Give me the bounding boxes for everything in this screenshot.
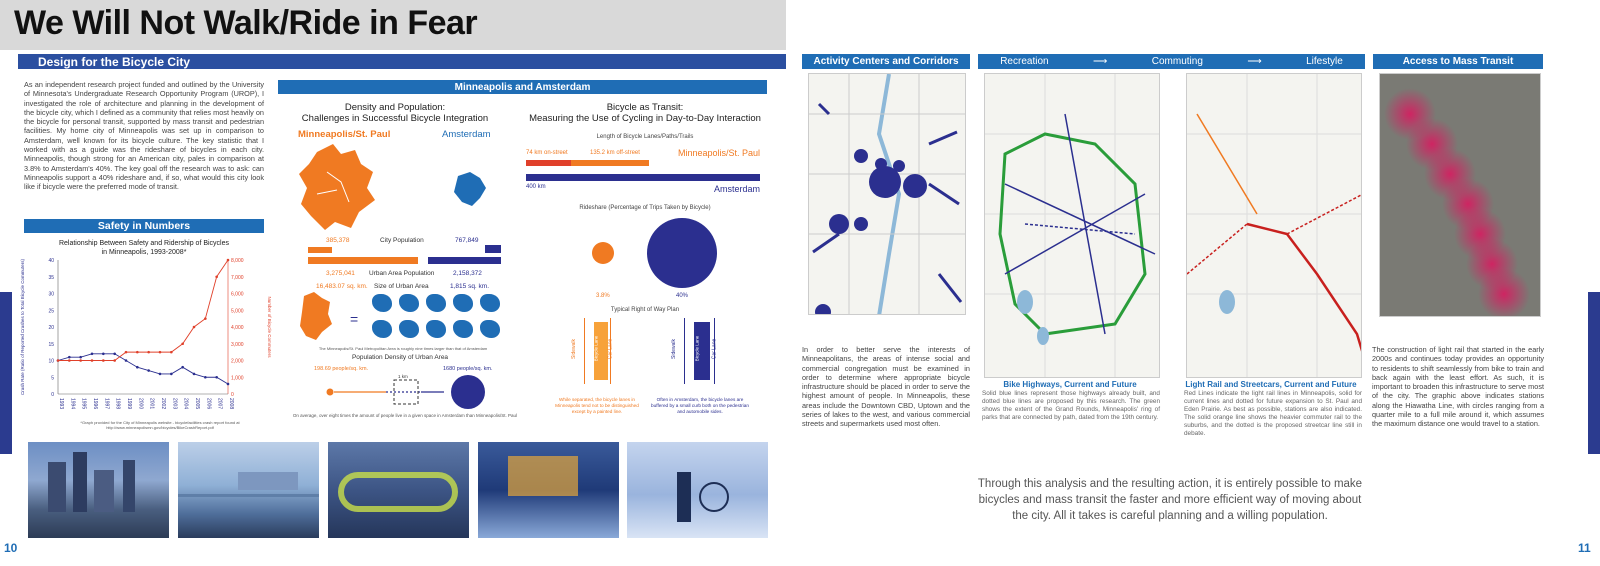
x-tick: 1999 [126, 398, 132, 410]
msp-city-pop-bar [308, 247, 332, 253]
x-tick: 1995 [80, 398, 87, 410]
intro-text: As an independent research project funded and outlined by the University of Minnesota's Undergraduate Research Opportunity Program (UROP), I investigated the role of architecture and planning in the development of the bicycle city, which I defined as a community that relies most heavily on the bicycle for personal transit, supported by mass transit and pedestrian facilities. My home city of Minneapolis was set up in comparison to Amsterdam, well known for its bicycle culture. The key statistic that I worked with as a guide was the rideshare of bicycles in each city. Minneapolis, though strong for an American city, pales in comparison at 3.8% to Amsterdam's 40%. The key goal off the research was to ask: can Minneapolis support a 40% rideshare and, if so, what would this city look like if bicycle were the preferred mode of transit. [24, 80, 264, 192]
photo-skyline [28, 442, 169, 538]
ams-urban-pop: 2,158,372 [453, 270, 482, 277]
msp-label: Minneapolis/St. Paul [298, 129, 391, 140]
access-heading: Access to Mass Transit [1373, 54, 1543, 69]
data-point [113, 353, 116, 356]
safety-chart-title-1: Relationship Between Safety and Ridership of Bicycles [58, 240, 230, 247]
safety-chart [18, 256, 274, 418]
transit-title [520, 102, 770, 124]
x-tick: 2008 [228, 398, 234, 410]
ams-shape [480, 294, 500, 312]
ams-pd: 1680 people/sq. km. [443, 366, 493, 372]
page-number-right: 11 [1578, 541, 1591, 555]
data-point [170, 351, 173, 354]
y-tick-right: 4,000 [231, 325, 244, 331]
ams-car-lane: Car Lane [711, 338, 718, 360]
city-pop-label: City Population [380, 237, 424, 244]
y-tick-right: 5,000 [231, 308, 244, 315]
transit-map-graphic [1380, 74, 1541, 317]
msp-pd: 198.69 people/sq. km. [314, 366, 369, 372]
data-point [193, 373, 196, 376]
data-point [204, 317, 207, 320]
msp-row-note: While separated, the bicycle lanes in Minneapolis tend not to be distinguished except by a painted line. [555, 397, 639, 414]
ams-bicycle-lane: Bicycle Lane [694, 335, 700, 362]
section-bar: Design for the Bicycle City [18, 54, 786, 69]
row-title: Typical Right of Way Plan [610, 307, 680, 313]
x-tick: 2000 [137, 398, 144, 410]
data-point [125, 351, 128, 354]
y-axis-left-label: Crash Rate (Ratio of Reported Crashes to Total Bicycle Commuters) [20, 259, 25, 395]
data-point [102, 353, 105, 356]
ams-share: 40% [676, 293, 689, 299]
data-point [136, 351, 139, 354]
pd-label: Population Density of Urban Area [351, 354, 449, 361]
rail-title: Light Rail and Streetcars, Current and Future [1185, 380, 1357, 389]
y-tick-right: 3,000 [231, 341, 244, 348]
density-diagram [296, 372, 496, 412]
x-tick: 1998 [114, 398, 121, 410]
photo-bikeshare [328, 442, 469, 538]
bike-title: Bike Highways, Current and Future [1003, 380, 1137, 389]
data-point [215, 376, 218, 379]
lifestyle-label: Lifestyle [1306, 56, 1343, 67]
x-tick: 2002 [160, 398, 166, 410]
data-point [147, 369, 150, 372]
transit-title-1: Bicycle as Transit: [606, 102, 684, 113]
data-point [159, 351, 162, 354]
page-title: We Will Not Walk/Ride in Fear [14, 4, 478, 42]
ams-city-pop-bar [485, 245, 501, 253]
density-title [285, 102, 505, 124]
data-point [79, 359, 82, 362]
urban-pop-label: Urban Area Population [369, 270, 435, 277]
y-tick-right: 0 [231, 392, 234, 398]
data-point [102, 359, 105, 362]
ams-size: 1,815 sq. km. [450, 283, 490, 290]
x-tick: 1993 [58, 398, 64, 410]
rail-text: Red Lines indicate the light rail lines in Minneapolis, solid for current lines and dotted for future expansion to St. Paul and Eden Prairie. As best as possible, stations are also indicated. The solid orange line shows the heavier commuter rail to the suburbs, and the dotted is the proposed streetcar line still in debate. [1184, 390, 1362, 437]
transit-title-2: Measuring the Use of Cycling in Day-to-Day Interaction [529, 113, 761, 124]
ams-shape [480, 320, 500, 338]
ams-label-2: Amsterdam [714, 184, 761, 194]
arrow-icon: ⟶ [1247, 56, 1262, 67]
y-tick-left: 20 [48, 325, 54, 331]
photo-cyclists [627, 442, 768, 538]
y-tick-left: 5 [51, 375, 54, 382]
data-point [181, 342, 184, 345]
bike-map-graphic [985, 74, 1160, 378]
data-point [159, 373, 162, 376]
x-tick: 2005 [194, 398, 200, 410]
data-point [57, 359, 60, 362]
ams-urban-pop-bar [428, 257, 501, 264]
safety-note: *Graph provided for the City of Minneapolis website - bicyclefacilities crash report found at http://www.minneapolismn.gov/bicycles/BikeCrashReport.pdf [80, 420, 240, 430]
y-tick-right: 6,000 [231, 291, 244, 298]
ams-share-circle [647, 218, 717, 288]
rail-map-graphic [1187, 74, 1362, 378]
data-point [227, 259, 230, 262]
photo-bridge [178, 442, 319, 538]
lanes-title: Length of Bicycle Lanes/Paths/Trails [596, 134, 694, 140]
ams-shape [453, 320, 473, 338]
x-tick: 1997 [103, 398, 110, 410]
ams-shape [399, 294, 419, 312]
y-axis-right-label: Number of Bicycle Commuters [267, 296, 272, 358]
safety-chart-title-2: in Minneapolis, 1993-2008* [101, 249, 187, 256]
x-tick: 2001 [148, 398, 155, 410]
ams-sidewalk: Sidewalk [671, 338, 678, 360]
data-point [113, 359, 116, 362]
msp-share: 3.8% [596, 293, 610, 299]
ams-row [671, 318, 726, 388]
page-number-left: 10 [4, 541, 18, 555]
right-side-tab [1588, 292, 1600, 454]
ams-shape [372, 320, 392, 338]
data-point [79, 356, 82, 359]
safety-heading: Safety in Numbers [24, 219, 264, 233]
rail-map [1186, 73, 1362, 378]
y-tick-left: 35 [48, 274, 54, 281]
left-side-tab [0, 292, 12, 454]
size-note: The Minneapolis/St. Paul Metropolitan Area is roughly nine times larger than that of Amsterdam [318, 346, 488, 351]
msp-row [571, 318, 622, 388]
size-label: Size of Urban Area [374, 283, 429, 290]
y-tick-right: 1,000 [231, 375, 244, 382]
data-point [136, 366, 139, 369]
data-point [125, 359, 128, 362]
y-tick-left: 10 [48, 358, 54, 365]
x-tick: 2004 [182, 398, 189, 410]
data-point [147, 351, 150, 354]
arrow-icon: ⟶ [1092, 56, 1108, 67]
y-tick-left: 0 [51, 392, 54, 398]
data-point [68, 356, 71, 359]
x-tick: 2003 [171, 398, 178, 410]
recreation-label: Recreation [1000, 56, 1049, 67]
activity-map [808, 73, 966, 315]
ams-shape [426, 294, 446, 312]
y-tick-right: 7,000 [231, 274, 244, 281]
off-street-bar [571, 160, 649, 166]
ams-row-note: Often in Amsterdam, the bicycle lanes are buffered by a small curb both on the pedestrian and automobile sides. [651, 397, 749, 414]
equals-sign: = [350, 311, 359, 327]
transit-text: The construction of light rail that started in the early 2000s and continues today provides an opportunity to residents to shift seamlessly from bike to train and back again with the least effort. As such, it is important to broaden this infrastructure to serve most of the city. The graphic above indicates stations along the Hiawatha Line, with circles ranging from a quarter mile to a full mile around it, which assumes the maximum distance one would travel to a station. [1372, 345, 1544, 429]
data-point [91, 359, 94, 362]
rideshare-title: Rideshare (Percentage of Trips Taken by Bicycle) [579, 205, 711, 211]
y-tick-left: 15 [48, 341, 54, 348]
y-tick-left: 25 [48, 308, 54, 315]
ams-city-pop: 767,849 [455, 237, 479, 244]
msp-city-pop: 385,378 [326, 237, 350, 244]
y-tick-left: 40 [48, 258, 54, 264]
ams-shape [372, 294, 392, 312]
x-tick: 1994 [69, 398, 76, 410]
msp-bicycle-lane: Bicycle Lane [593, 335, 599, 362]
ams-shape [399, 320, 419, 338]
conclusion: Through this analysis and the resulting action, it is entirely possible to make bicycles and mass transit the faster and more efficient way of moving about the city. All it takes is careful planning and a willing population. [977, 478, 1363, 522]
activity-text: In order to better serve the interests of Minneapolitans, the areas of intense social and commercial congregation must be examined in order to determine where appropriate bicycle infrastructure should be placed in order to serve the highest amount of people. In Minneapolis, these areas include the Downtown CBD, Uptown and the series of lakes to the west, and various commercial streets and supermarkets used most often. [802, 345, 970, 429]
density-title-1: Density and Population: [344, 102, 446, 113]
safety-chart-title [24, 239, 264, 257]
ma-heading: Minneapolis and Amsterdam [278, 80, 767, 94]
ams-shape [453, 294, 473, 312]
ams-city-shape [450, 170, 490, 210]
bike-text: Solid blue lines represent those highways already built, and dotted blue lines are proposed by this research. The green shows the extent of the Grand Rounds, Minneapolis' ring of parks that are connected by path, dated from the 19th century. [982, 390, 1160, 421]
flow-heading [978, 54, 1365, 69]
off-street-label: 135.2 km off-street [590, 150, 640, 156]
y-tick-left: 30 [48, 291, 54, 298]
data-point [215, 275, 218, 278]
msp-car-lane: Car Lane [607, 338, 614, 360]
ams-shape [426, 320, 446, 338]
msp-label-2: Minneapolis/St. Paul [678, 148, 761, 158]
data-point [181, 366, 184, 369]
activity-map-graphic [809, 74, 966, 315]
transit-map [1379, 73, 1541, 317]
y-tick-right: 2,000 [231, 358, 244, 365]
bike-map [984, 73, 1160, 378]
activity-heading: Activity Centers and Corridors [802, 54, 970, 69]
on-street-label: 74 km on-street [526, 150, 568, 156]
series-line [58, 260, 228, 361]
ams-label: Amsterdam [442, 129, 491, 140]
msp-sidewalk: Sidewalk [571, 338, 578, 360]
x-tick: 2006 [205, 398, 212, 410]
msp-size: 16,483.07 sq. km. [316, 283, 368, 290]
ams-km-label: 400 km [526, 184, 546, 190]
series-line [58, 354, 228, 384]
data-point [204, 376, 207, 379]
on-street-bar [526, 160, 571, 166]
km-label: 1 km [398, 374, 408, 379]
commuting-label: Commuting [1151, 56, 1203, 67]
data-point [68, 359, 71, 362]
msp-urban-pop-bar [308, 257, 418, 264]
msp-city-shape [297, 142, 377, 232]
rideshare-circles [585, 215, 735, 290]
msp-share-circle [592, 242, 614, 264]
x-tick: 2007 [216, 398, 223, 410]
msp-urban-pop: 3,275,041 [326, 270, 355, 277]
data-point [193, 326, 196, 329]
data-point [170, 373, 173, 376]
avg-note: On average, over eight times the amount of people live in a given space in Amsterdam than Minneapolis/St. Paul [292, 413, 518, 418]
x-tick: 1996 [92, 398, 98, 410]
ams-shape-grid [372, 294, 507, 344]
density-title-2: Challenges in Successful Bicycle Integration [301, 113, 489, 124]
y-tick-right: 8,000 [231, 258, 244, 264]
ams-lanes-bar [526, 174, 760, 181]
data-point [91, 353, 94, 356]
data-point [227, 383, 230, 386]
photo-station [478, 442, 619, 538]
